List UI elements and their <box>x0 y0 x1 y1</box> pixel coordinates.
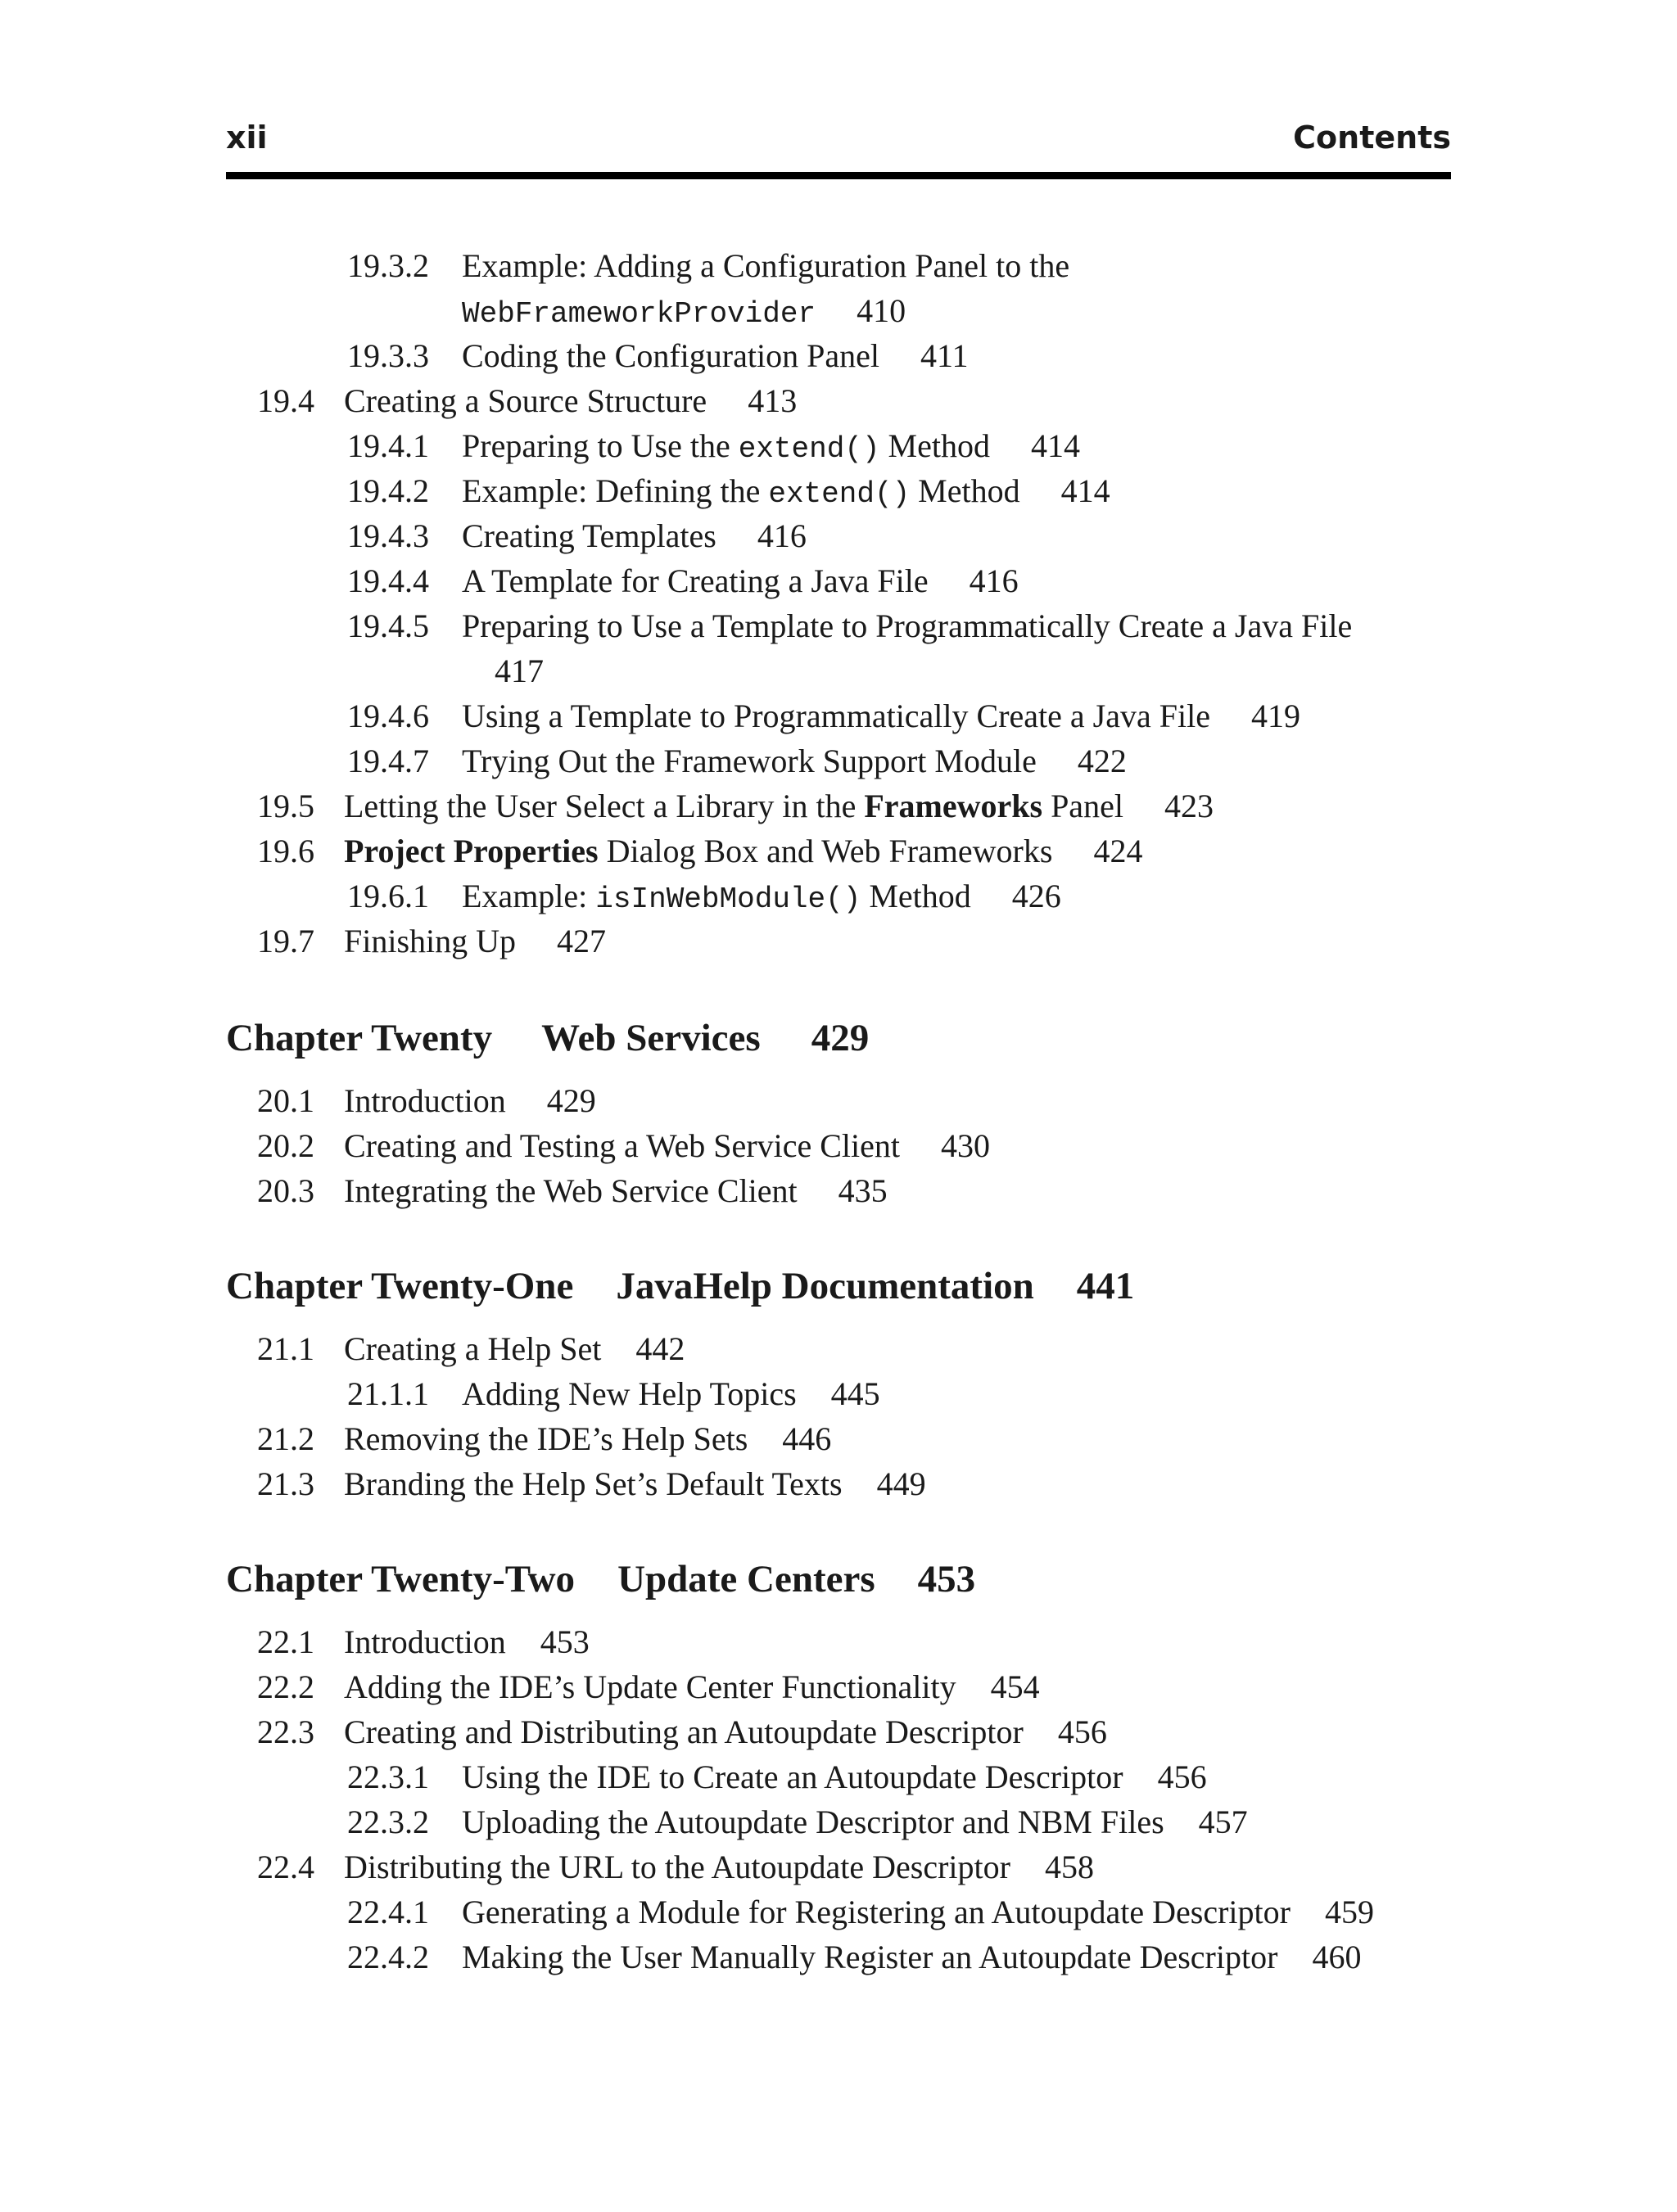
entry-title-end: Panel <box>1051 788 1123 824</box>
entry-title: Creating Templates <box>462 517 716 554</box>
chapter-heading[interactable] <box>226 1257 1134 1315</box>
entry-title-bold: Frameworks <box>864 788 1043 824</box>
entry-page: 422 <box>1077 743 1127 779</box>
toc-entry[interactable] <box>257 1709 1107 1754</box>
entry-title: Generating a Module for Registering an Autoupdate Descriptor <box>462 1894 1291 1930</box>
entry-page: 460 <box>1312 1939 1362 1975</box>
entry-page: 416 <box>969 562 1019 599</box>
chapter-heading[interactable] <box>226 1551 975 1608</box>
entry-title: Adding the IDE’s Update Center Functionality <box>344 1668 956 1705</box>
toc-entry[interactable] <box>347 874 1061 922</box>
toc-entry-continuation[interactable] <box>495 648 544 693</box>
entry-code: extend() <box>768 477 911 511</box>
entry-number: 20.1 <box>257 1082 314 1119</box>
toc-entry[interactable] <box>257 378 797 423</box>
chapter-heading[interactable] <box>226 1009 869 1067</box>
entry-title: Distributing the URL to the Autoupdate Descriptor <box>344 1849 1010 1885</box>
entry-title: Introduction <box>344 1623 506 1660</box>
chapter-label: Chapter Twenty-Two <box>226 1558 576 1600</box>
entry-page: 459 <box>1324 1894 1374 1930</box>
entry-title: Creating and Testing a Web Service Client <box>344 1127 901 1164</box>
entry-page: 454 <box>990 1668 1040 1705</box>
toc-entry[interactable] <box>347 603 1352 648</box>
entry-number: 22.4.1 <box>347 1894 429 1930</box>
entry-title: Removing the IDE’s Help Sets <box>344 1420 748 1457</box>
entry-title: Trying Out the Framework Support Module <box>462 743 1037 779</box>
chapter-label: Chapter Twenty-One <box>226 1265 574 1307</box>
entry-number: 20.3 <box>257 1172 314 1209</box>
entry-title: Letting the User Select a Library in the <box>344 788 857 824</box>
entry-title: Finishing Up <box>344 923 517 959</box>
toc-entry[interactable] <box>257 1416 831 1461</box>
entry-title: Introduction <box>344 1082 506 1119</box>
entry-number: 19.4.1 <box>347 427 429 464</box>
entry-page: 458 <box>1044 1849 1094 1885</box>
entry-number: 21.1.1 <box>347 1375 429 1412</box>
entry-title: Preparing to Use a Template to Programmatically Create a Java File <box>462 607 1353 644</box>
toc-entry-continuation[interactable] <box>462 288 906 336</box>
toc-entry[interactable] <box>257 1664 1040 1709</box>
toc-entry[interactable] <box>257 919 606 964</box>
entry-title-end: Dialog Box and Web Frameworks <box>606 833 1053 869</box>
entry-number: 22.4 <box>257 1849 314 1885</box>
entry-number: 19.4.4 <box>347 562 429 599</box>
entry-page: 414 <box>1030 427 1080 464</box>
entry-number: 19.7 <box>257 923 314 959</box>
toc-entry[interactable] <box>257 1326 685 1371</box>
chapter-label: Chapter Twenty <box>226 1017 493 1059</box>
chapter-title: Web Services <box>541 1017 761 1059</box>
entry-page: 426 <box>1011 878 1061 914</box>
entry-number: 21.1 <box>257 1330 314 1367</box>
chapter-page: 441 <box>1076 1265 1135 1307</box>
entry-number: 20.2 <box>257 1127 314 1164</box>
entry-page: 446 <box>782 1420 832 1457</box>
entry-title: Example: <box>462 878 588 914</box>
entry-title: Using a Template to Programmatically Create a Java File <box>462 697 1210 734</box>
toc-entry[interactable] <box>347 1889 1374 1934</box>
entry-number: 21.3 <box>257 1465 314 1502</box>
toc-entry[interactable] <box>347 1799 1248 1844</box>
toc-entry[interactable] <box>347 1934 1361 1980</box>
toc-entry[interactable] <box>257 828 1142 874</box>
entry-title: Example: Defining the <box>462 472 761 509</box>
entry-number: 22.3.2 <box>347 1803 429 1840</box>
entry-number: 19.6 <box>257 833 314 869</box>
toc-entry[interactable] <box>257 1619 590 1664</box>
entry-page: 449 <box>876 1465 926 1502</box>
entry-page: 429 <box>546 1082 596 1119</box>
chapter-page: 453 <box>917 1558 976 1600</box>
entry-number: 19.4 <box>257 382 314 419</box>
entry-number: 19.5 <box>257 788 314 824</box>
entry-page: 456 <box>1157 1758 1207 1795</box>
entry-number: 19.4.6 <box>347 697 429 734</box>
entry-number: 19.4.3 <box>347 517 429 554</box>
entry-title: A Template for Creating a Java File <box>462 562 929 599</box>
entry-page: 414 <box>1060 472 1110 509</box>
running-header <box>226 113 1451 162</box>
entry-page: 442 <box>635 1330 685 1367</box>
entry-title: Making the User Manually Register an Autoupdate Descriptor <box>462 1939 1278 1975</box>
entry-number: 22.4.2 <box>347 1939 429 1975</box>
chapter-title: JavaHelp Documentation <box>616 1265 1034 1307</box>
entry-page: 453 <box>540 1623 590 1660</box>
entry-number: 19.3.2 <box>347 247 429 284</box>
entry-title: Creating and Distributing an Autoupdate Descriptor <box>344 1713 1024 1750</box>
entry-page: 430 <box>941 1127 991 1164</box>
entry-title: Coding the Configuration Panel <box>462 337 879 374</box>
entry-title: Creating a Help Set <box>344 1330 602 1367</box>
entry-page: 457 <box>1198 1803 1248 1840</box>
entry-page: 417 <box>495 652 544 689</box>
toc-entry[interactable] <box>257 1123 990 1168</box>
entry-page: 410 <box>857 292 906 329</box>
toc-entry[interactable] <box>347 738 1127 783</box>
toc-entry[interactable] <box>257 1168 888 1213</box>
entry-title-end: Method <box>869 878 971 914</box>
entry-page: 427 <box>557 923 607 959</box>
entry-title: Adding New Help Topics <box>462 1375 797 1412</box>
toc-entry[interactable] <box>347 513 807 558</box>
entry-title-end: Method <box>888 427 990 464</box>
entry-page: 456 <box>1057 1713 1107 1750</box>
toc-entry[interactable] <box>347 468 1110 517</box>
entry-number: 19.4.7 <box>347 743 429 779</box>
entry-title: Preparing to Use the <box>462 427 730 464</box>
toc-entry[interactable] <box>257 1078 596 1123</box>
toc-entry[interactable] <box>347 333 968 378</box>
chapter-page: 429 <box>811 1017 870 1059</box>
entry-page: 423 <box>1164 788 1214 824</box>
entry-title: Example: Adding a Configuration Panel to the <box>462 247 1070 284</box>
entry-number: 22.3 <box>257 1713 314 1750</box>
entry-title: Using the IDE to Create an Autoupdate Descriptor <box>462 1758 1123 1795</box>
toc-entry[interactable] <box>257 783 1214 828</box>
entry-code: extend() <box>738 432 880 466</box>
entry-title-bold: Project Properties <box>344 833 599 869</box>
entry-page: 416 <box>757 517 807 554</box>
page-number: xii <box>226 120 268 156</box>
toc-entry[interactable] <box>257 1461 926 1506</box>
toc-entry[interactable] <box>347 243 1069 288</box>
entry-page: 411 <box>920 337 969 374</box>
entry-title: Creating a Source Structure <box>344 382 707 419</box>
entry-page: 413 <box>748 382 798 419</box>
entry-title: Uploading the Autoupdate Descriptor and NBM Files <box>462 1803 1164 1840</box>
chapter-title: Update Centers <box>617 1558 875 1600</box>
entry-code: isInWebModule() <box>595 883 861 916</box>
toc-entry[interactable] <box>347 1754 1207 1799</box>
entry-number: 19.3.3 <box>347 337 429 374</box>
entry-number: 19.6.1 <box>347 878 429 914</box>
toc-entry[interactable] <box>347 558 1019 603</box>
entry-page: 435 <box>838 1172 888 1209</box>
entry-number: 22.2 <box>257 1668 314 1705</box>
entry-title: Branding the Help Set’s Default Texts <box>344 1465 843 1502</box>
running-title: Contents <box>1293 120 1451 156</box>
toc-entry[interactable] <box>347 423 1080 472</box>
entry-page: 424 <box>1093 833 1143 869</box>
entry-number: 22.1 <box>257 1623 314 1660</box>
entry-page: 445 <box>830 1375 880 1412</box>
header-rule <box>226 172 1451 179</box>
entry-title-end: Method <box>918 472 1020 509</box>
entry-number: 21.2 <box>257 1420 314 1457</box>
toc-entry[interactable] <box>257 1844 1094 1889</box>
entry-title: Integrating the Web Service Client <box>344 1172 798 1209</box>
entry-number: 19.4.2 <box>347 472 429 509</box>
entry-page: 419 <box>1250 697 1300 734</box>
toc-entry[interactable] <box>347 1371 880 1416</box>
toc-entry[interactable] <box>347 693 1300 738</box>
entry-number: 19.4.5 <box>347 607 429 644</box>
entry-code: WebFrameworkProvider <box>462 297 816 331</box>
entry-number: 22.3.1 <box>347 1758 429 1795</box>
